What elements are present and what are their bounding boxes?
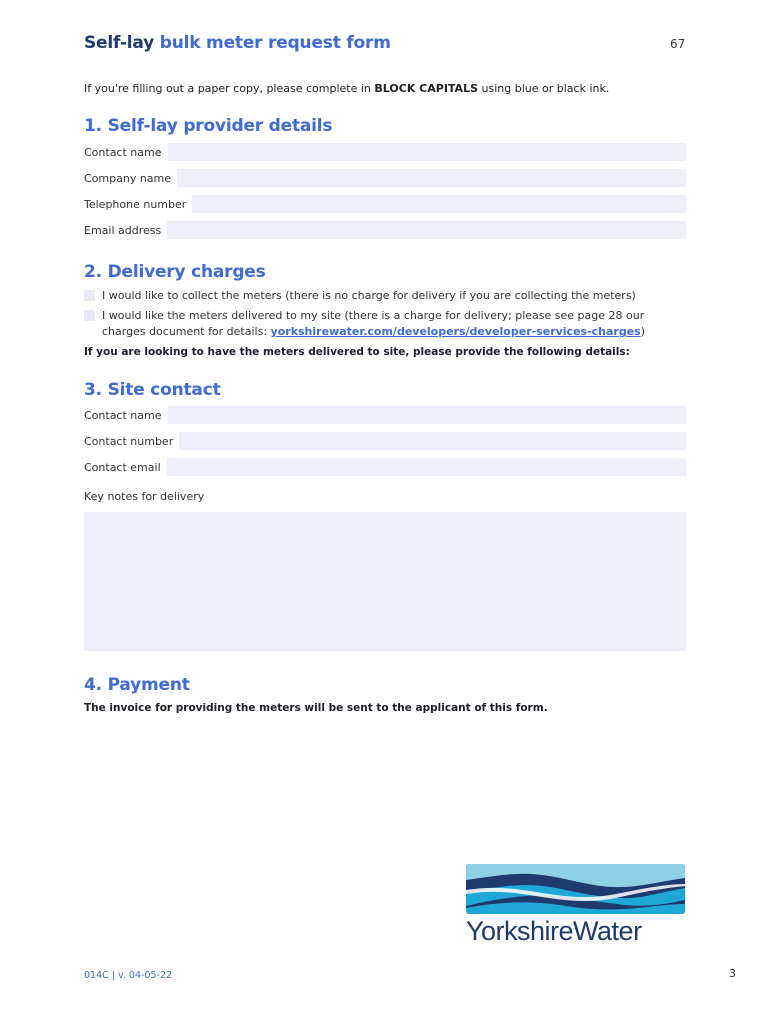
deliver-meters-line2: charges document for details:: [102, 325, 271, 338]
deliver-meters-line2-end: ): [640, 325, 646, 338]
intro-bold: BLOCK CAPITALS: [374, 82, 479, 95]
delivery-notes-field[interactable]: [84, 512, 686, 651]
provider-contact-name-field[interactable]: [168, 143, 687, 161]
title-part-rest: bulk meter request form: [154, 33, 391, 53]
page-reference: 67: [670, 37, 686, 51]
provider-contact-name-row: [84, 143, 686, 161]
logo-wordmark: YorkshireWater: [466, 916, 642, 946]
delivery-details-note: If you are looking to have the meters delivered to site, please provide the following details:: [84, 346, 630, 358]
page-number: 3: [729, 967, 736, 980]
provider-email-label: Email address: [84, 223, 162, 237]
deliver-meters-line1: I would like the meters delivered to my site (there is a charge for delivery; please see page 28 our: [102, 309, 645, 322]
yorkshire-water-wave-icon: [466, 864, 685, 914]
site-contact-email-label: Contact email: [84, 460, 161, 474]
deliver-meters-checkbox[interactable]: [84, 310, 95, 321]
provider-company-name-field[interactable]: [177, 169, 686, 187]
intro-instructions: [84, 82, 609, 95]
yorkshire-water-logo: [466, 864, 686, 947]
section4-heading: 4. Payment: [84, 675, 190, 695]
deliver-meters-option: [84, 308, 686, 340]
provider-telephone-label: Telephone number: [84, 197, 187, 211]
title-part-selflay: Self-lay: [84, 33, 155, 53]
provider-company-name-label: Company name: [84, 171, 172, 185]
delivery-notes-label: Key notes for delivery: [84, 490, 205, 503]
site-contact-name-field[interactable]: [168, 406, 687, 424]
provider-contact-name-label: Contact name: [84, 145, 162, 159]
site-contact-number-label: Contact number: [84, 434, 174, 448]
section1-heading: 1. Self-lay provider details: [84, 116, 333, 136]
form-title: [84, 33, 391, 53]
collect-meters-option: [84, 288, 686, 304]
form-version-code: 014C | v. 04-05-22: [84, 970, 173, 981]
collect-meters-checkbox[interactable]: [84, 290, 95, 301]
provider-company-name-row: [84, 169, 686, 187]
payment-note: The invoice for providing the meters will be sent to the applicant of this form.: [84, 702, 548, 714]
provider-telephone-field[interactable]: [192, 195, 686, 213]
provider-email-field[interactable]: [167, 221, 686, 239]
site-contact-email-field[interactable]: [167, 458, 686, 476]
site-contact-number-field[interactable]: [179, 432, 686, 450]
site-contact-email-row: [84, 458, 686, 476]
site-contact-name-label: Contact name: [84, 408, 162, 422]
section3-heading: 3. Site contact: [84, 380, 221, 400]
site-contact-name-row: [84, 406, 686, 424]
provider-email-row: [84, 221, 686, 239]
charges-document-link[interactable]: yorkshirewater.com/developers/developer-services-charges: [270, 325, 641, 338]
site-contact-number-row: [84, 432, 686, 450]
section2-heading: 2. Delivery charges: [84, 262, 266, 282]
intro-text-after: using blue or black ink.: [478, 82, 610, 95]
deliver-meters-label: [102, 308, 645, 340]
collect-meters-label: I would like to collect the meters (there is no charge for delivery if you are collecting the meters): [102, 289, 636, 302]
intro-text-before: If you're filling out a paper copy, please complete in: [84, 82, 375, 95]
provider-telephone-row: [84, 195, 686, 213]
